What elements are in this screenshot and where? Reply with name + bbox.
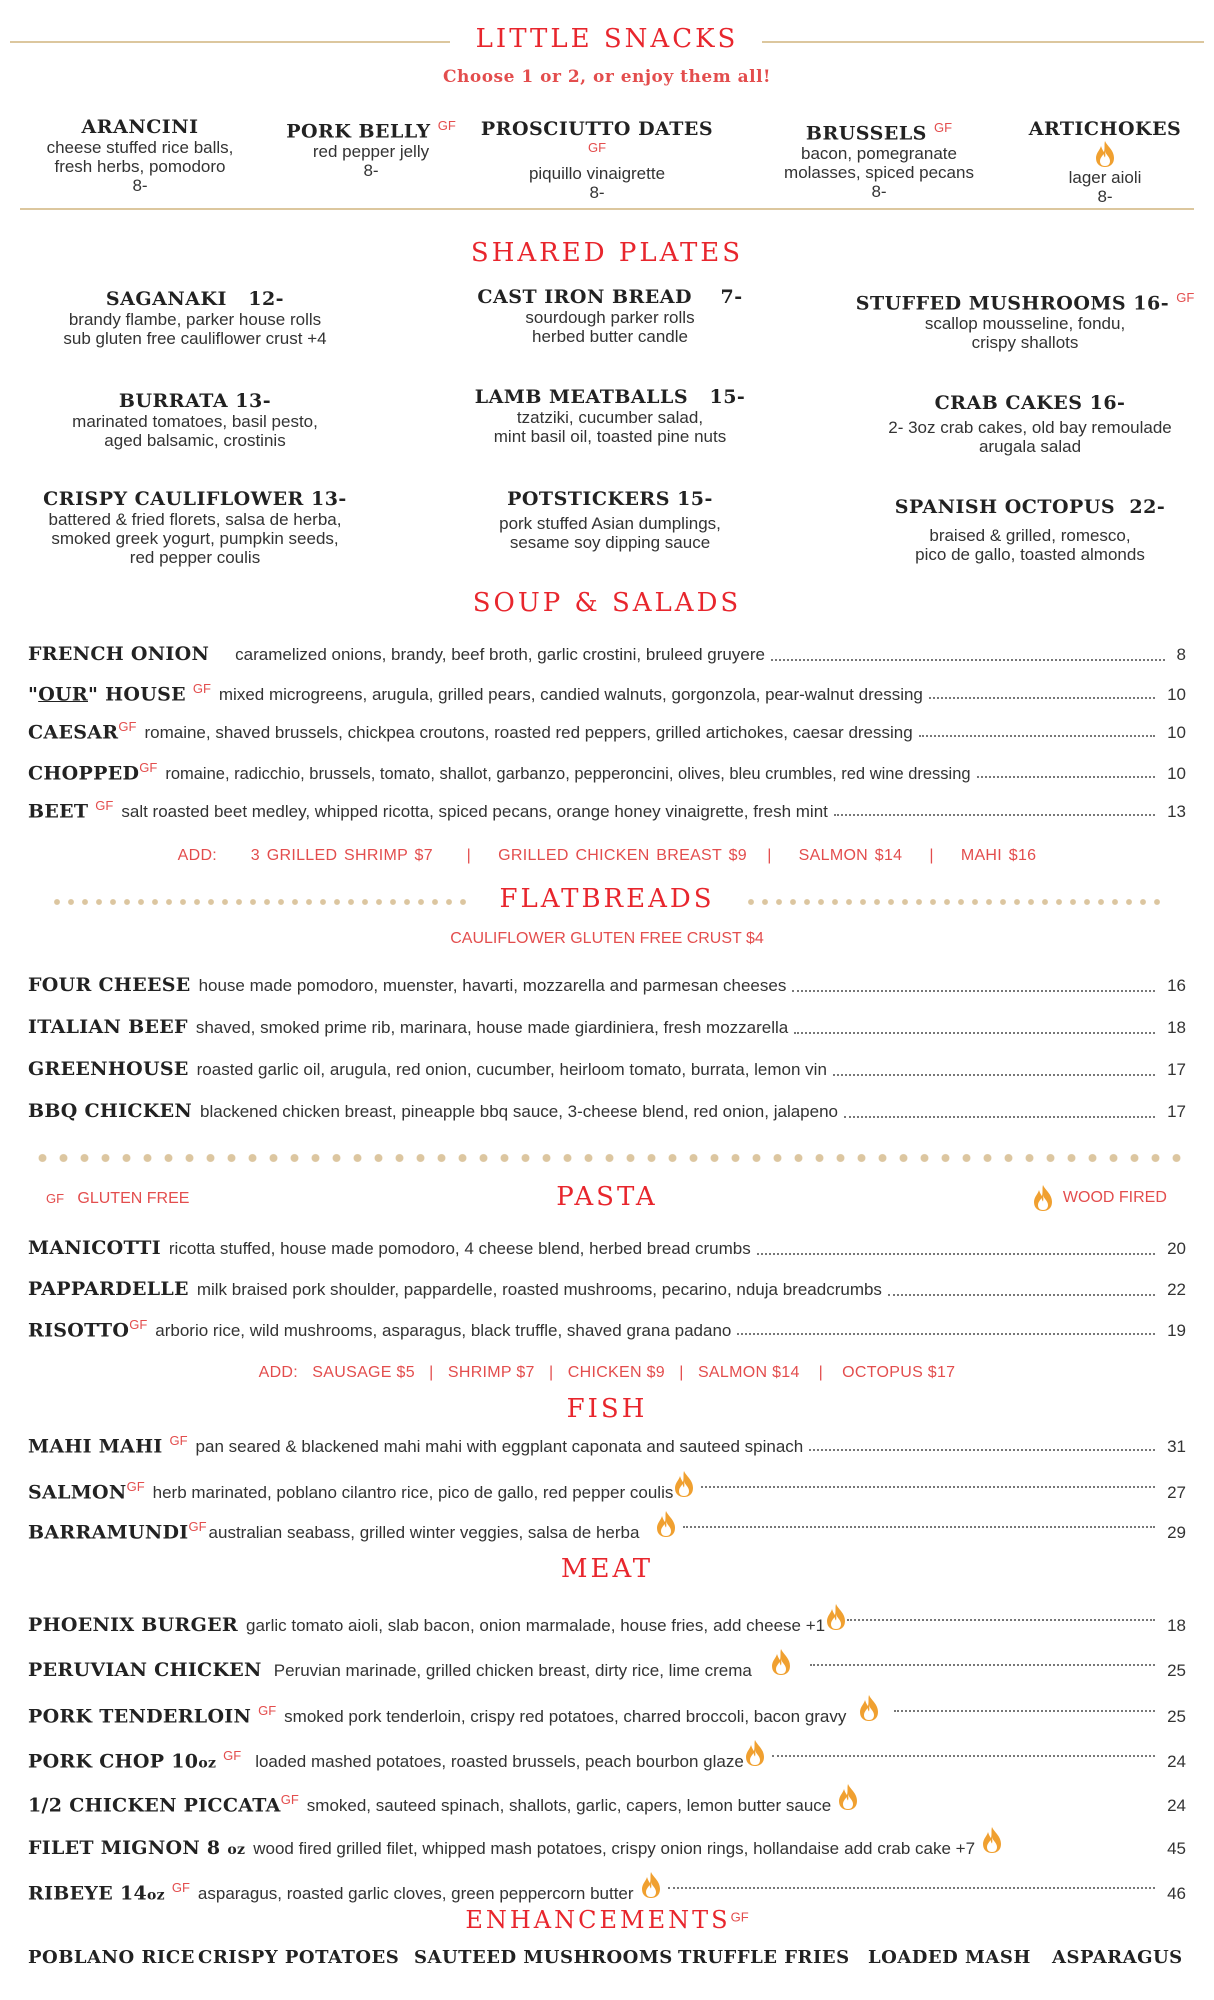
item-price: 17 [1167,1102,1186,1121]
menu-row-pork-chop [28,1739,1186,1772]
plate-spanish-octopus [860,496,1200,564]
wood-fired-icon [744,1739,766,1767]
snack-desc: cheese stuffed rice balls, [46,138,234,157]
item-price: 27 [1167,1483,1186,1502]
item-desc: loaded mashed potatoes, roasted brussels, peach bourbon glaze [255,1752,744,1771]
enhancement-item: LOADED MASH [868,1947,1031,1968]
menu-row-chicken-piccata [28,1783,1186,1816]
gf-badge: GF [129,1317,148,1332]
plate-desc: pork stuffed Asian dumplings, [499,514,721,533]
item-price: 46 [1167,1884,1186,1903]
item-name: FRENCH ONION [28,643,210,665]
plate-name: LAMB MEATBALLS [474,386,689,408]
plate-price: 15- [677,488,713,510]
snack-desc: lager aioli [1068,168,1142,187]
flatbreads-title: FLATBREADS [499,884,715,914]
plate-stuffed-mushrooms [840,290,1210,352]
wood-fired-icon [1094,140,1116,168]
dot-leader [847,1619,1155,1621]
plate-price: 16- [1089,392,1126,414]
item-desc: blackened chicken breast, pineapple bbq sauce, 3-cheese blend, red onion, jalapeno [200,1102,838,1121]
item-name: "OUR" HOUSE $^{GF}$ [28,681,211,706]
dot-leader [894,1710,1155,1712]
item-price: 29 [1167,1523,1186,1542]
plate-burrata [30,390,360,450]
plate-name: CAST IRON BREAD [477,286,693,308]
plate-price: 13- [235,390,272,412]
shared-plates-title: SHARED PLATES [470,238,744,268]
gf-badge: GF [280,1791,299,1807]
item-desc: salt roasted beet medley, whipped ricotta, spiced pecans, orange honey vinaigrette, fresh mint [121,802,828,822]
plate-desc: sourdough parker rolls [525,308,695,327]
snack-desc: piquillo vinaigrette [528,164,666,184]
plate-price: 7- [720,286,743,308]
menu-row-french-onion [28,643,1186,671]
gf-badge: GF [118,719,137,734]
plate-potstickers [440,488,780,552]
item-name: $CAESAR^{GF}$ [28,719,137,744]
gf-badge: GF [192,681,211,696]
item-extra: add cheese +1 [713,1616,826,1635]
salad-add-ons: ADD: 3 GRILLED SHRIMP $7 | GRILLED CHICKEN BREAST $9 | SALMON $14 | MAHI $16 [177,847,1037,864]
snack-price: 8- [1097,187,1113,206]
dot-leader [771,659,1165,661]
item-price: 18 [1167,1018,1186,1037]
item-desc: australian seabass, grilled winter veggies, salsa de herba [208,1523,640,1542]
snack-price: 8- [589,183,605,203]
item-price: 10 [1167,764,1186,784]
item-name: 1/2 CHICKEN $PICCATA^{GF}$ [28,1791,299,1816]
item-name: $CHOPPED^{GF}$ [28,760,158,785]
snack-price: 8- [363,161,379,181]
item-price: 24 [1167,1796,1186,1815]
item-desc: arborio rice, wild mushrooms, asparagus, black truffle, shaved grana padano [155,1321,732,1341]
plate-price: 12- [248,288,285,310]
dot-leader [888,1294,1155,1296]
meat-title: MEAT [560,1554,654,1584]
gf-badge: GF [95,798,114,813]
enhancement-item: CRISPY POTATOES [198,1947,400,1968]
gf-badge: GF [188,1518,207,1534]
item-price: 8 [1176,645,1186,664]
snack-price: 8- [132,176,148,195]
item-price: 18 [1167,1616,1186,1635]
item-price: 19 [1167,1321,1186,1341]
pasta-title: PASTA [556,1182,658,1212]
soup-salads-title: SOUP & SALADS [472,588,742,618]
item-desc: house made pomodoro, muenster, havarti, mozzarella and parmesan cheeses [198,976,787,995]
plate-name: STUFFED MUSHROOMS [855,292,1127,315]
plate-desc: braised & grilled, romesco, [929,526,1131,545]
item-desc: herb marinated, poblano cilantro rice, pico de gallo, red pepper coulis [152,1483,674,1502]
menu-row-four-cheese [28,974,1186,1002]
dot-leader [977,776,1156,778]
snack-name: ARTICHOKES [1028,118,1182,140]
snack-desc: fresh herbs, pomodoro [54,157,226,176]
wood-fired-icon [673,1470,695,1498]
item-price: 22 [1167,1280,1186,1299]
snack-desc: bacon, pomegranate [801,144,957,164]
menu-row-ribeye [28,1871,1186,1904]
item-price: 24 [1167,1752,1186,1771]
item-name: GREENHOUSE [28,1058,189,1080]
plate-crispy-cauliflower [20,488,370,567]
item-name: PORK CHOP 10oz $^{GF}$ [28,1747,242,1772]
item-price: 25 [1167,1661,1186,1680]
plate-desc: marinated tomatoes, basil pesto, [72,412,318,431]
item-desc: smoked pork tenderloin, crispy red potatoes, charred broccoli, bacon gravy [284,1707,847,1726]
item-desc: romaine, radicchio, brussels, tomato, shallot, garbanzo, pepperoncini, olives, bleu crumbles, red wine dressing [165,765,971,784]
menu-row-bbq-chicken [28,1100,1186,1128]
item-price: 45 [1167,1839,1186,1858]
plate-saganaki [30,288,360,348]
wood-fired-icon [655,1510,677,1538]
menu-row-pork-tenderloin [28,1694,1186,1727]
menu-row-phoenix-burger [28,1603,1186,1636]
snack-name: BRUSSELS [805,122,927,145]
item-desc: wood fired grilled filet, whipped mash potatoes, crispy onion rings, hollandaise [253,1839,840,1858]
gf-badge: GF [934,120,953,135]
item-name: $SALMON^{GF}$ [28,1478,145,1503]
enhancements-title: ENHANCEMENTS [465,1906,731,1934]
dot-leader [772,1755,1155,1757]
item-desc: smoked, sauteed spinach, shallots, garlic, capers, lemon butter sauce [306,1796,832,1815]
plate-name: SAGANAKI [105,288,227,310]
plate-desc: aged balsamic, crostinis [104,431,286,450]
gf-badge: GF [223,1747,242,1763]
dot-leader [701,1486,1155,1488]
item-price: 17 [1167,1060,1186,1079]
snack-prosciutto-dates [474,118,720,202]
item-name: FOUR CHEESE [28,974,191,996]
plate-note: sub gluten free cauliflower crust +4 [63,329,327,348]
plate-name: CRISPY CAULIFLOWER [43,488,304,510]
snack-price: 8- [871,182,887,202]
item-name: PORK TENDERLOIN $^{GF}$ [28,1702,277,1727]
plate-price: 16- [1133,292,1170,315]
item-desc: romaine, shaved brussels, chickpea croutons, roasted red peppers, grilled artichokes, caesar dressing [144,723,913,743]
fish-title: FISH [566,1394,648,1424]
plate-name: POTSTICKERS [507,488,670,510]
item-price: 13 [1167,802,1186,822]
menu-row-chopped [28,760,1186,788]
menu-row-italian-beef [28,1016,1186,1044]
snack-desc: red pepper jelly [312,142,430,162]
plate-desc: sesame soy dipping sauce [509,533,711,552]
item-price: 10 [1167,723,1186,743]
plate-desc: brandy flambe, parker house rolls [68,310,322,329]
gf-badge: GF [126,1478,145,1494]
menu-row-caesar [28,719,1186,747]
item-desc: shaved, smoked prime rib, marinara, house made giardiniera, fresh mozzarella [195,1018,789,1037]
enhancements-heading [0,1906,1214,1934]
dot-leader [757,1253,1155,1255]
gf-badge: GF [258,1702,277,1718]
snacks-bottom-rule [20,208,1194,210]
dot-leader [929,697,1155,699]
little-snacks-subtitle: Choose 1 or 2, or enjoy them all! [442,67,771,87]
flatbread-crust-note: CAULIFLOWER GLUTEN FREE CRUST $4 [450,930,764,947]
gf-badge: GF [169,1433,188,1448]
gf-badge: GF [730,1909,749,1925]
plate-desc: scallop mousseline, fondu, [924,314,1126,334]
dot-leader [844,1116,1155,1118]
snack-name: PORK BELLY [286,120,431,143]
plate-desc: tzatziki, cucumber salad, [516,408,704,427]
item-name: BEET $^{GF}$ [28,798,114,823]
dot-leader [737,1333,1155,1335]
menu-row-manicotti [28,1237,1186,1265]
wood-fired-icon [837,1783,859,1811]
menu-row-mahi-mahi [28,1433,1186,1461]
item-price: 16 [1167,976,1186,995]
item-name: BBQ CHICKEN [28,1100,193,1122]
plate-desc: red pepper coulis [129,548,261,567]
plate-desc: arugala salad [978,437,1082,456]
plate-desc: herbed butter candle [532,327,688,346]
plate-desc: pico de gallo, toasted almonds [915,545,1145,564]
dot-leader [683,1526,1155,1528]
item-price: 25 [1167,1707,1186,1726]
item-name: ITALIAN BEEF [28,1016,188,1038]
gf-badge: GF [437,118,456,133]
dot-leader [810,1664,1155,1666]
item-desc: caramelized onions, brandy, beef broth, garlic crostini, bruleed gruyere [235,645,765,664]
dot-leader [794,1032,1155,1034]
item-name: RIBEYE 14oz $^{GF}$ [28,1879,190,1904]
menu-row-greenhouse [28,1058,1186,1086]
dot-leader [668,1887,1156,1889]
enhancement-item: POBLANO RICE [28,1947,195,1968]
plate-price: 22- [1129,496,1166,518]
item-name: MANICOTTI [28,1237,161,1259]
dot-leader [792,990,1155,992]
plate-lamb-meatballs [430,386,790,446]
snack-arancini [20,116,260,195]
enhancement-item: SAUTEED MUSHROOMS [414,1947,673,1968]
snack-brussels [752,120,1006,201]
gf-badge: GF [139,760,158,775]
enhancement-item: TRUFFLE FRIES [678,1947,850,1968]
dot-leader [919,735,1155,737]
plate-name: BURRATA [118,390,229,412]
plate-crab-cakes [850,392,1210,456]
wood-fired-icon [858,1694,880,1722]
item-price: 31 [1167,1437,1186,1457]
item-name: PHOENIX BURGER [28,1614,238,1636]
item-name: PAPPARDELLE [28,1278,189,1300]
little-snacks-title: LITTLE SNACKS [475,24,739,54]
snack-artichokes [1020,118,1190,206]
item-name: FILET MIGNON 8 oz [28,1837,246,1859]
item-desc: garlic tomato aioli, slab bacon, onion marmalade, house fries, [246,1616,709,1635]
snack-pork-belly [262,118,480,180]
dot-leader [834,814,1155,816]
plate-price: 15- [709,386,746,408]
menu-row-beet [28,798,1186,826]
plate-desc: battered & fried florets, salsa de herba, [48,510,342,529]
menu-row-peruvian-chicken [28,1648,1186,1681]
item-desc: mixed microgreens, arugula, grilled pears, candied walnuts, gorgonzola, pear-walnut dressing [218,685,923,705]
wood-fired-icon [770,1648,792,1676]
gf-badge: GF [587,140,607,155]
plate-desc: 2- 3oz crab cakes, old bay remoulade [888,418,1172,437]
item-name: $RISOTTO^{GF}$ [28,1317,148,1342]
plate-desc: crispy shallots [971,333,1079,353]
item-desc: ricotta stuffed, house made pomodoro, 4 cheese blend, herbed bread crumbs [168,1239,751,1258]
pasta-add-ons: ADD: SAUSAGE $5 | SHRIMP $7 | CHICKEN $9 | SALMON $14 | OCTOPUS $17 [258,1364,956,1381]
snack-name: ARANCINI [81,116,199,138]
enhancement-item: ASPARAGUS [1052,1947,1183,1968]
menu-row-filet-mignon [28,1826,1186,1859]
menu-row-salmon [28,1470,1186,1503]
item-desc: roasted garlic oil, arugula, red onion, cucumber, heirloom tomato, burrata, lemon vin [196,1060,827,1079]
item-desc: pan seared & blackened mahi mahi with eggplant caponata and sauteed spinach [195,1437,804,1457]
item-name: $BARRAMUNDI^{GF}$ [28,1518,207,1543]
flatbreads-divider [32,1151,1184,1165]
menu-row-risotto [28,1317,1186,1345]
item-extra: add crab cake +7 [844,1839,976,1858]
gf-badge: GF [171,1879,190,1895]
plate-cast-iron-bread [430,286,790,346]
snack-name: PROSCIUTTO DATES [480,118,714,140]
item-price: 10 [1167,685,1186,705]
plate-name: CRAB CAKES [934,392,1083,414]
legend-gluten-free: GF GLUTEN FREE [46,1190,190,1207]
dot-leader [833,1074,1155,1076]
wood-fired-icon [640,1871,662,1899]
wood-fired-icon [981,1826,1003,1854]
menu-row-barramundi [28,1510,1186,1543]
legend-wood-fired: WOOD FIRED [1032,1184,1167,1212]
item-name: PERUVIAN CHICKEN [28,1659,262,1681]
dot-leader [809,1449,1155,1451]
item-name: MAHI MAHI $^{GF}$ [28,1433,188,1458]
wood-fired-icon [825,1603,847,1631]
plate-name: SPANISH OCTOPUS [894,496,1116,518]
menu-row-pappardelle [28,1278,1186,1306]
plate-desc: mint basil oil, toasted pine nuts [493,427,727,446]
plate-price: 13- [310,488,347,510]
menu-row-our-house [28,681,1186,709]
item-price: 20 [1167,1239,1186,1258]
gf-badge: GF [1176,290,1195,305]
plate-desc: smoked greek yogurt, pumpkin seeds, [51,529,339,548]
item-desc: Peruvian marinade, grilled chicken breast, dirty rice, lime crema [273,1661,752,1680]
item-desc: milk braised pork shoulder, pappardelle, roasted mushrooms, pecarino, nduja breadcrumbs [196,1280,882,1299]
item-desc: asparagus, roasted garlic cloves, green peppercorn butter [197,1884,634,1903]
snack-desc: molasses, spiced pecans [784,163,974,183]
